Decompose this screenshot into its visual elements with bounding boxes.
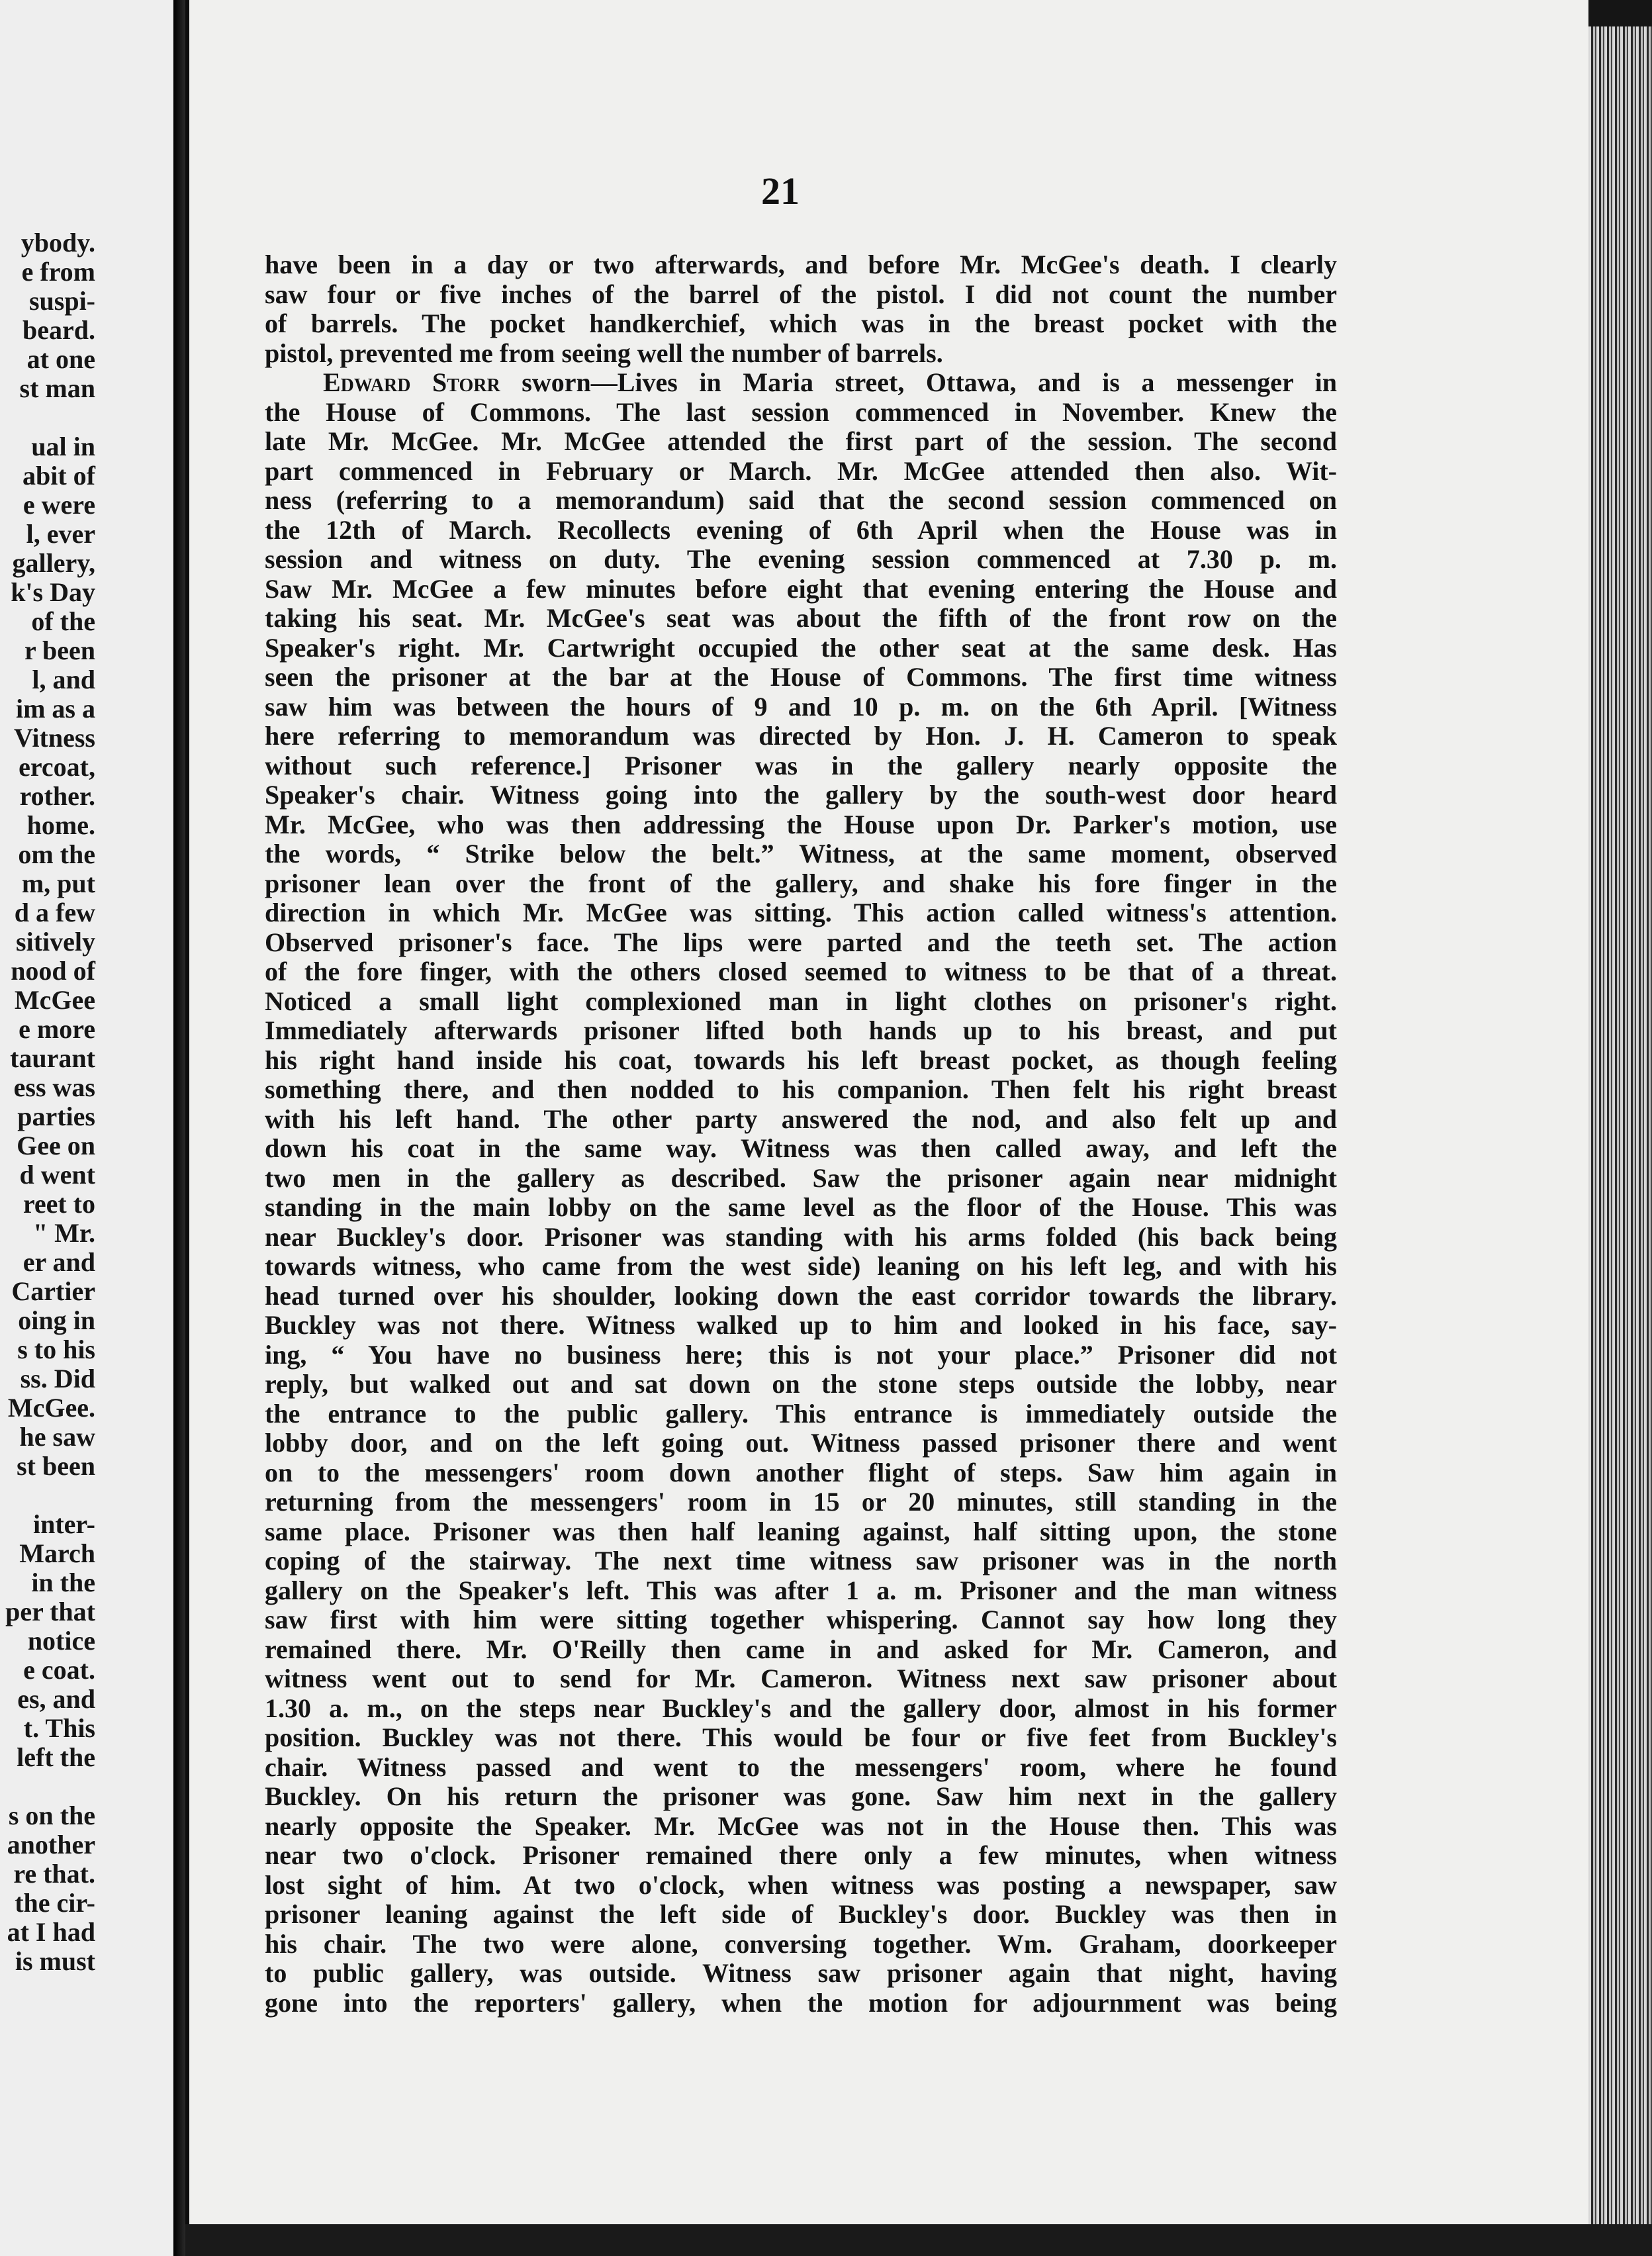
text-line: coping of the stairway. The next time witness saw prisoner was in the north (265, 1546, 1337, 1575)
book-gutter (173, 0, 185, 2256)
facing-page-line: inter- (32, 1509, 95, 1539)
facing-page-line: the cir- (15, 1888, 95, 1918)
text-line: the entrance to the public gallery. This entrance is immediately outside the (265, 1398, 1337, 1429)
facing-page-line: s on the (8, 1801, 95, 1830)
page-edges (1588, 0, 1652, 2256)
facing-page-line: e more (19, 1014, 95, 1044)
text-line: down his coat in the same way. Witness was then called away, and left the (265, 1133, 1337, 1163)
text-line: here referring to memorandum was directed by Hon. J. H. Cameron to speak (265, 721, 1337, 751)
facing-page-line: s to his (17, 1335, 95, 1364)
facing-page-line: e coat. (23, 1655, 95, 1685)
text-line: his right hand inside his coat, towards his left breast pocket, as though feeling (265, 1045, 1337, 1075)
text-line: reply, but walked out and sat down on the stone steps outside the lobby, near (265, 1369, 1337, 1399)
text-line: the words, “ Strike below the belt.” Witness, at the same moment, observed (265, 839, 1337, 869)
testimony-paragraph (265, 368, 1337, 2018)
facing-page-line: home. (26, 810, 95, 840)
text-line: position. Buckley was not there. This would be four or five feet from Buckley's (265, 1722, 1337, 1752)
text-line: gallery on the Speaker's left. This was after 1 a. m. Prisoner and the man witness (265, 1575, 1337, 1605)
facing-page-line: ual in (31, 432, 95, 461)
facing-page-line: is must (15, 1946, 95, 1976)
facing-page-line: ess was (13, 1072, 95, 1102)
facing-page-line: k's Day (11, 577, 95, 607)
text-line: chair. Witness passed and went to the messengers' room, where he found (265, 1752, 1337, 1782)
facing-page-line: in the (31, 1568, 95, 1597)
facing-page-line (5, 403, 95, 432)
facing-page-line: l, and (32, 665, 95, 694)
facing-page-line: rother. (19, 781, 95, 811)
text-line: Observed prisoner's face. The lips were parted and the teeth set. The action (265, 927, 1337, 957)
text-line: two men in the gallery as described. Saw the prisoner again near midnight (265, 1162, 1337, 1193)
facing-page-line: suspi- (28, 286, 95, 316)
facing-page-line: he saw (19, 1422, 95, 1452)
text-line: near two o'clock. Prisoner remained there only a few minutes, when witness (265, 1840, 1337, 1870)
facing-page-line: st been (17, 1451, 95, 1481)
facing-page-fragment (0, 0, 177, 2256)
facing-page-line: reet to (23, 1189, 95, 1219)
text-line: 1.30 a. m., on the steps near Buckley's and the gallery door, almost in his former (265, 1693, 1337, 1723)
text-line: something there, and then nodded to his companion. Then felt his right breast (265, 1074, 1337, 1104)
facing-page-line: left the (17, 1742, 95, 1772)
text-line: his chair. The two were alone, conversing together. Wm. Graham, doorkeeper (265, 1928, 1337, 1959)
text-line: direction in which Mr. McGee was sitting. This action called witness's attention. (265, 898, 1337, 927)
facing-page-line: Gee on (17, 1131, 95, 1160)
facing-page-line (5, 1772, 95, 1801)
text-line: witness went out to send for Mr. Cameron. Witness next saw prisoner about (265, 1664, 1337, 1693)
facing-page-line: t. This (23, 1713, 95, 1743)
facing-page-line: e were (23, 490, 95, 520)
facing-page-line: es, and (17, 1684, 95, 1714)
facing-page-line: Cartier (11, 1276, 95, 1306)
text-line (265, 368, 1337, 398)
text-line: of the fore finger, with the others closed seemed to witness to be that of a threat. (265, 957, 1337, 986)
text-line: lobby door, and on the left going out. Witness passed prisoner there and went (265, 1428, 1337, 1458)
text-line: session and witness on duty. The evening session commenced at 7.30 p. m. (265, 544, 1337, 574)
facing-page-line: at one (26, 344, 95, 374)
text-line: taking his seat. Mr. McGee's seat was about the fifth of the front row on the (265, 603, 1337, 633)
text-line: pistol, prevented me from seeing well the number of barrels. (265, 338, 943, 368)
text-line: returning from the messengers' room in 15 or 20 minutes, still standing in the (265, 1487, 1337, 1517)
text-line: have been in a day or two afterwards, and before Mr. McGee's death. I clearly (265, 250, 1337, 279)
facing-page-line: d went (19, 1160, 95, 1190)
text-line: ness (referring to a memorandum) said that the second session commenced on (265, 485, 1337, 515)
text-line: the House of Commons. The last session commenced in November. Knew the (265, 397, 1337, 427)
page-edges-shade (1588, 0, 1652, 26)
facing-page-line: ybody. (21, 228, 95, 258)
text-line: seen the prisoner at the bar at the House of Commons. The first time witness (265, 662, 1337, 692)
text-line: saw four or five inches of the barrel of the pistol. I did not count the number (265, 279, 1337, 309)
text-line: to public gallery, was outside. Witness saw prisoner again that night, having (265, 1958, 1337, 1988)
facing-page-line: e from (21, 257, 95, 287)
facing-page-line: re that. (13, 1859, 95, 1889)
facing-page-line: oing in (18, 1305, 95, 1335)
text-line: standing in the main lobby on the same level as the floor of the House. This was (265, 1192, 1337, 1222)
text-line: Immediately afterwards prisoner lifted both hands up to his breast, and put (265, 1015, 1337, 1045)
scanner-bottom (185, 2224, 1652, 2256)
facing-page-line: ercoat, (19, 752, 95, 782)
text-line: part commenced in February or March. Mr. McGee attended then also. Wit- (265, 455, 1337, 486)
text-line: prisoner leaning against the left side of Buckley's door. Buckley was then in (265, 1899, 1337, 1929)
facing-page-line: l, ever (26, 519, 95, 549)
facing-page-line: abit of (23, 461, 95, 491)
facing-page-line: notice (27, 1626, 95, 1656)
facing-page-line: beard. (23, 315, 95, 345)
facing-page-line: d a few (14, 898, 95, 927)
facing-page-line: sitively (16, 927, 95, 957)
facing-page-line: another (7, 1830, 95, 1859)
facing-page-line (5, 1481, 95, 1510)
facing-page-line: gallery, (12, 548, 95, 578)
text-line: Mr. McGee, who was then addressing the House upon Dr. Parker's motion, use (265, 809, 1337, 839)
facing-page-line: McGee. (7, 1393, 95, 1423)
text-line: late Mr. McGee. Mr. McGee attended the first part of the session. The second (265, 426, 1337, 456)
facing-page-line: ss. Did (20, 1364, 95, 1393)
text-line: same place. Prisoner was then half leaning against, half sitting upon, the stone (265, 1516, 1337, 1546)
text-line: saw him was between the hours of 9 and 10 p. m. on the 6th April. [Witness (265, 691, 1337, 722)
text-line: Speaker's right. Mr. Cartwright occupied the other seat at the same desk. Has (265, 632, 1337, 663)
facing-page-line: McGee (14, 985, 95, 1015)
text-line: without such reference.] Prisoner was in the gallery nearly opposite the (265, 750, 1337, 780)
facing-page-line: im as a (16, 694, 95, 724)
facing-page-line: of the (31, 606, 95, 636)
text-line: Speaker's chair. Witness going into the gallery by the south-west door heard (265, 780, 1337, 810)
text-line: Buckley was not there. Witness walked up to him and looked in his face, say- (265, 1310, 1337, 1340)
facing-page-line: Vitness (14, 723, 95, 753)
page-number: 21 (761, 169, 800, 212)
text-line: gone into the reporters' gallery, when the motion for adjournment was being (265, 1987, 1337, 2018)
facing-page-line: er and (23, 1247, 95, 1277)
facing-page-line: st man (19, 373, 95, 403)
facing-page-text (5, 228, 95, 1976)
text-line: towards witness, who came from the west side) leaning on his left leg, and with his (265, 1251, 1337, 1281)
text-line: prisoner lean over the front of the gallery, and shake his fore finger in the (265, 868, 1337, 898)
facing-page-line: " Mr. (32, 1218, 95, 1248)
text-line: saw first with him were sitting together whispering. Cannot say how long they (265, 1605, 1337, 1634)
text-line: Buckley. On his return the prisoner was gone. Saw him next in the gallery (265, 1781, 1337, 1811)
text-line: on to the messengers' room down another flight of steps. Saw him again in (265, 1457, 1337, 1487)
text-line: nearly opposite the Speaker. Mr. McGee was not in the House then. This was (265, 1810, 1337, 1841)
text-line: near Buckley's door. Prisoner was standing with his arms folded (his back being (265, 1221, 1337, 1252)
text-line: Saw Mr. McGee a few minutes before eight that evening entering the House and (265, 573, 1337, 604)
witness-name: Edward Storr (323, 367, 500, 397)
text-line: lost sight of him. At two o'clock, when witness was posting a newspaper, saw (265, 1869, 1337, 1900)
text-line: ing, “ You have no business here; this is not your place.” Prisoner did not (265, 1339, 1337, 1370)
facing-page-line: r been (24, 635, 95, 665)
text-line: head turned over his shoulder, looking down the east corridor towards the library. (265, 1280, 1337, 1311)
text-line-content: sworn—Lives in Maria street, Ottawa, and is a messenger in (500, 367, 1337, 397)
text-line: remained there. Mr. O'Reilly then came in and asked for Mr. Cameron, and (265, 1634, 1337, 1664)
text-line: Noticed a small light complexioned man in light clothes on prisoner's right. (265, 986, 1337, 1016)
facing-page-line: nood of (11, 956, 95, 986)
text-line: the 12th of March. Recollects evening of 6th April when the House was in (265, 514, 1337, 545)
facing-page-line: m, put (21, 869, 95, 898)
opening-paragraph (265, 250, 1337, 368)
facing-page-line: March (19, 1538, 95, 1568)
facing-page-line: taurant (10, 1043, 95, 1073)
facing-page-line: parties (17, 1102, 95, 1131)
facing-page-line: at I had (7, 1917, 95, 1947)
text-line: of barrels. The pocket handkerchief, which was in the breast pocket with the (265, 308, 1337, 338)
facing-page-line: om the (18, 839, 95, 869)
page-body (265, 250, 1337, 2018)
facing-page-line: per that (5, 1597, 95, 1626)
text-line: with his left hand. The other party answered the nod, and also felt up and (265, 1104, 1337, 1134)
